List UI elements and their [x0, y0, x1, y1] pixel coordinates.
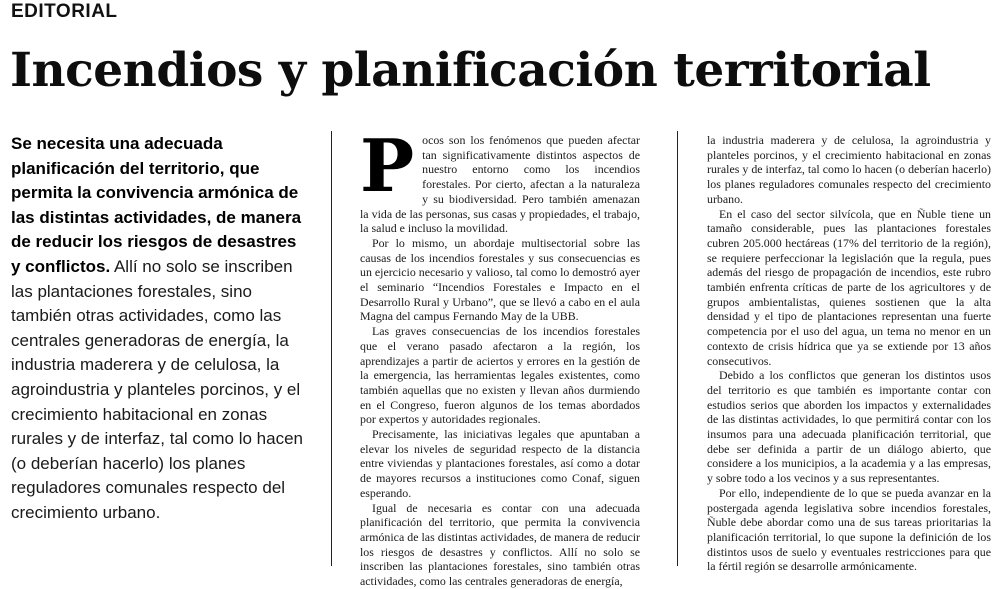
- body-paragraph: Precisamente, las iniciativas legales que apuntaban a elevar los niveles de seguridad respecto de la distancia entre viviendas y plantaciones forestales, así como a dotar de mayores recursos a instituciones como Conaf, siguen esperando.: [360, 427, 640, 500]
- paragraph-text: ocos son los fenómenos que pueden afectar tan significativamente distintos aspectos de nuestro entorno como los incendios forestales. Por cierto, afectan a la naturaleza y su biodiversidad. Pero también amenazan la vida de las personas, sus casas y propiedades, el trabajo, la salud e incluso la movilidad.: [360, 133, 640, 236]
- body-paragraph: [360, 123, 640, 236]
- column-divider-1: [331, 131, 332, 566]
- body-paragraph: la industria maderera y de celulosa, la agroindustria y planteles porcinos, y el crecimiento habitacional en zonas rurales y de interfaz, tal como lo hacen (o deberían hacerlo) los planes reguladores comunales respecto del crecimiento urbano.: [707, 133, 991, 206]
- lead-regular-text: Allí no solo se inscriben las plantaciones forestales, sino también otras actividades, como las centrales generadoras de energía, la industria maderera y de celulosa, la agroindustria y planteles porcinos, y el crecimiento habitacional en zonas rurales y de interfaz, tal como lo hacen (o deberían hacerlo) los planes reguladores comunales respecto del crecimiento urbano.: [11, 256, 303, 522]
- body-paragraph: Debido a los conflictos que generan los distintos usos del territorio es que también es importante contar con estudios serios que aborden los impactos y externalidades de las distintas actividades, lo que permitirá contar con los insumos para una adecuada planificación territorial, que debe ser definida a partir de un diálogo abierto, que considere a los municipios, a la academia y a las empresas, y sobre todo a los vecinos y a sus representantes.: [707, 368, 991, 486]
- section-label: EDITORIAL: [11, 1, 118, 22]
- drop-cap: P: [360, 123, 415, 208]
- headline: Incendios y planificación territorial: [10, 43, 931, 98]
- body-column-3: [707, 133, 991, 574]
- body-column-2: [360, 123, 640, 589]
- body-paragraph: Por ello, independiente de lo que se pueda avanzar en la postergada agenda legislativa sobre incendios forestales, Ñuble debe abordar como una de sus tareas prioritarias la planificación territorial, lo que supone la definición de los distintos usos de suelo y eventuales restricciones para que la fértil región se desarrolle armónicamente.: [707, 485, 991, 574]
- body-paragraph: Igual de necesaria es contar con una adecuada planificación del territorio, que permita la convivencia armónica de las distintas actividades, de manera de reducir los riesgos de desastres y conflictos. Allí no solo se inscriben las plantaciones forestales, sino también otras actividades, como las centrales generadoras de energía,: [360, 500, 640, 589]
- body-paragraph: Por lo mismo, un abordaje multisectorial sobre las causas de los incendios forestales y sus consecuencias es un ejercicio necesario y valioso, tal como lo demostró ayer el seminario “Incendios Forestales e Impacto en el Desarrollo Rural y Urbano”, que se llevó a cabo en el aula Magna del campus Fernando May de la UBB.: [360, 235, 640, 324]
- body-paragraph: En el caso del sector silvícola, que en Ñuble tiene un tamaño considerable, pues las plantaciones forestales cubren 205.000 hectáreas (17% del territorio de la región), se requiere perfeccionar la legislación que la regula, pues además del riesgo de propagación de incendios, este rubro también enfrenta críticas de parte de los agricultores y de grupos ambientalistas, quienes sostienen que la alta densidad y el tipo de plantaciones representan una fuerte competencia por el uso del agua, un tema no menor en un contexto de crisis hídrica que ya se extiende por 13 años consecutivos.: [707, 206, 991, 368]
- lead-bold-text: Se necesita una adecuada planificación del territorio, que permita la convivencia armónica de las distintas actividades, de manera de reducir los riesgos de desastres y conflictos.: [11, 134, 302, 276]
- column-divider-2: [677, 131, 678, 566]
- body-paragraph: Las graves consecuencias de los incendios forestales que el verano pasado afectaron a la región, los aprendizajes a partir de aciertos y errores en la gestión de la emergencia, las herramientas legales existentes, como también aquellas que no existen y llevan años durmiendo en el Congreso, fueron algunos de los temas abordados por expertos y autoridades regionales.: [360, 324, 640, 427]
- lead-paragraph: [11, 132, 303, 526]
